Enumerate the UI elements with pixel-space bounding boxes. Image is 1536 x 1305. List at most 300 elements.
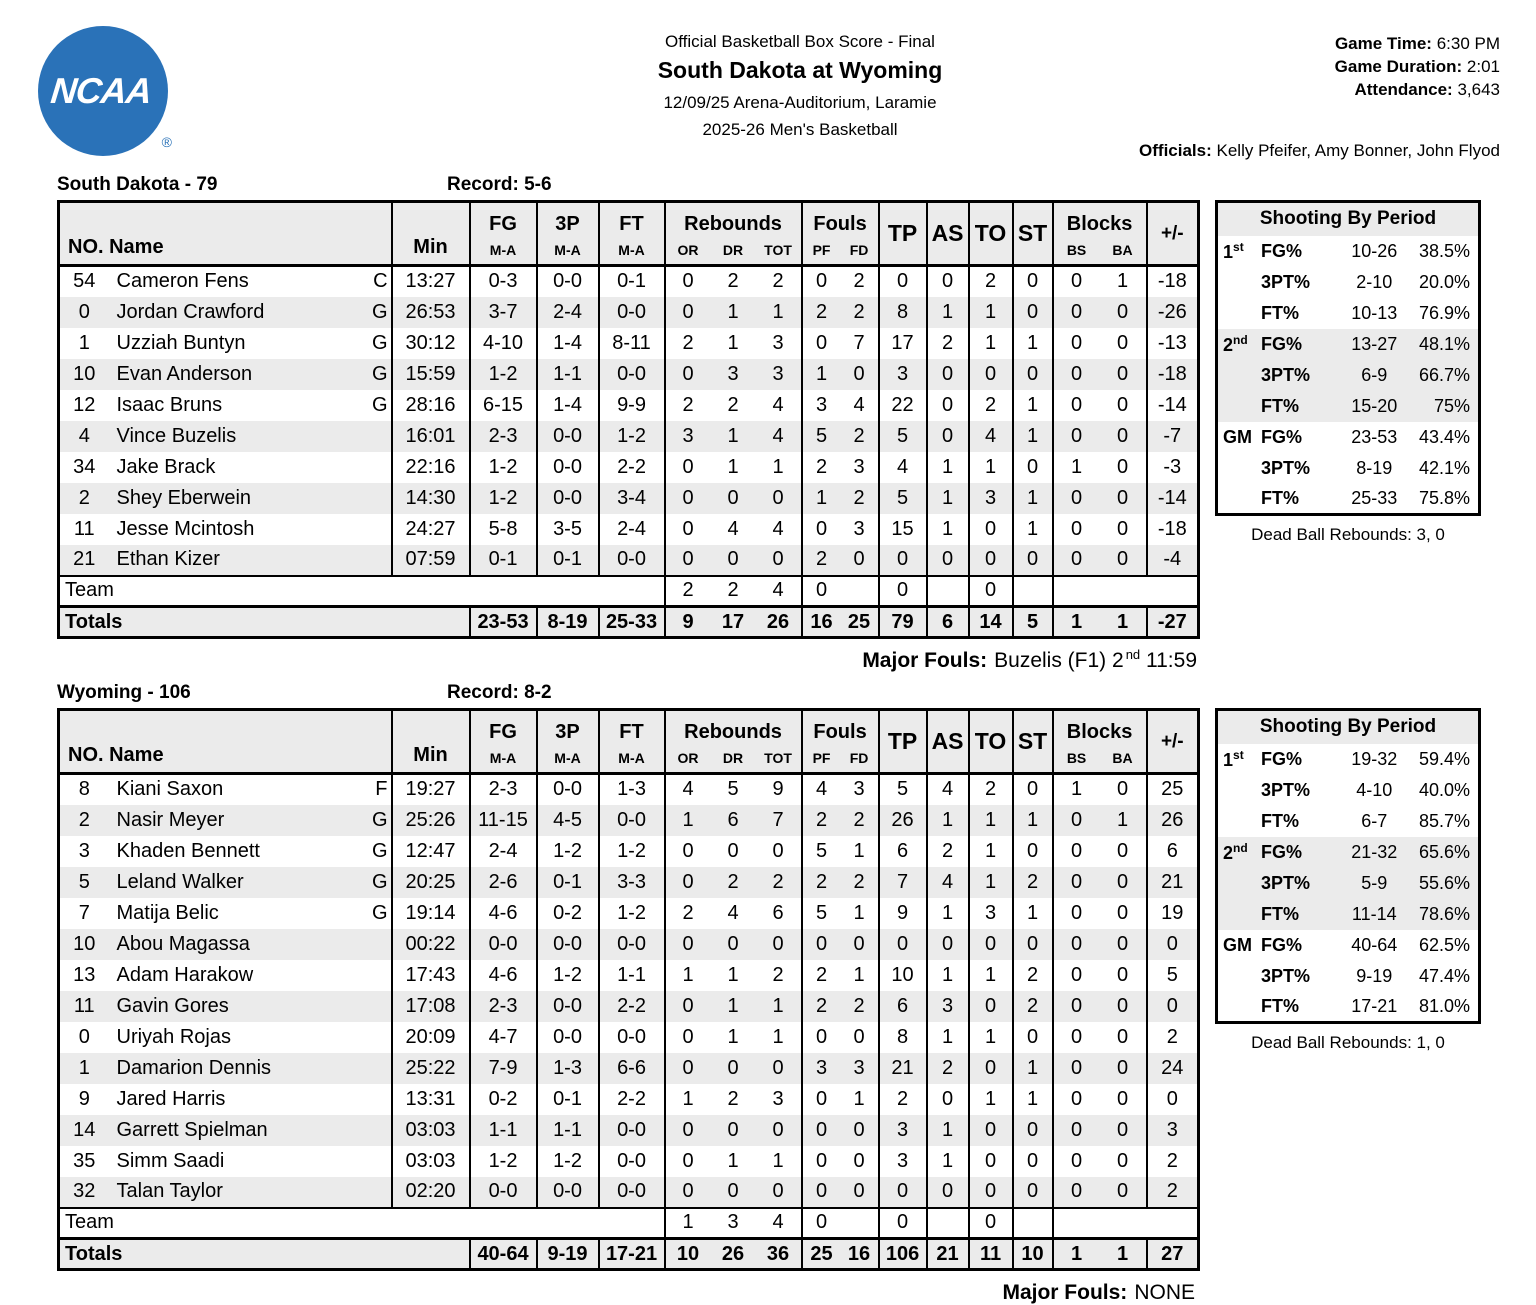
cell-or: 2 [665,328,711,359]
cell-or: 10 [665,1239,711,1270]
stat-pct: 43.4% [1413,422,1480,453]
cell-tp: 5 [879,421,927,452]
cell-tp: 0 [879,576,927,607]
cell-fd: 2 [853,300,865,323]
cell-tot: 7 [772,808,784,831]
cell-st: 1 [1013,805,1053,836]
cell-fg: 1-1 [470,1115,537,1146]
cell-to: 2 [969,266,1013,297]
cell-pm: -14 [1147,390,1199,421]
cell-ba: 0 [1116,393,1129,416]
cell-pos [360,991,392,1022]
cell-tp: 26 [879,805,927,836]
cell-pf: 2 [802,545,841,576]
cell-fg: 1-2 [470,483,537,514]
col-bs: BS [1053,744,1100,774]
cell-fd: 2 [853,994,865,1017]
cell-tp: 106 [879,1239,927,1270]
cell-ba: 0 [1116,1025,1129,1048]
period-label [1217,484,1262,515]
cell-tot: 2 [772,963,784,986]
cell-pf: 4 [802,774,841,805]
cell-ba: 0 [1116,901,1129,924]
cell-as: 1 [927,1022,969,1053]
cell-as: 1 [927,452,969,483]
col-no-name: NO. Name [59,202,392,266]
season-label: 2025-26 Men's Basketball [702,120,898,139]
report-header [64,32,1536,140]
stat-label: FG% [1261,744,1336,775]
cell-pm: 24 [1147,1053,1199,1084]
stat-made-att: 6-9 [1336,360,1413,391]
cell-p3: 0-0 [537,774,599,805]
cell-pos: G [371,839,388,862]
cell-min: 17:08 [392,991,470,1022]
cell-fd: 3 [853,517,865,540]
cell-pm: 26 [1147,805,1199,836]
cell-name: Damarion Dennis [116,1056,272,1079]
cell-pos [360,1084,392,1115]
col-to: TO [969,202,1013,266]
cell-min: 25:22 [392,1053,470,1084]
major-fouls-wyoming: Major Fouls: NONE [1002,1281,1195,1304]
cell-st: 0 [1013,929,1053,960]
cell-tp: 3 [879,359,927,390]
cell-ft: 0-0 [599,929,665,960]
col-tot: TOT [756,236,802,266]
stat-label: FT% [1261,391,1336,422]
cell-dr: 2 [727,393,739,416]
cell-as: 1 [927,805,969,836]
cell-fg: 0-3 [470,266,537,297]
cell-min: 30:12 [392,328,470,359]
period-label: 1st [1217,744,1262,775]
cell-dr: 6 [727,808,739,831]
cell-st: 2 [1013,867,1053,898]
cell-fg: 2-3 [470,774,537,805]
cell-to: 1 [969,452,1013,483]
cell-min: 12:47 [392,836,470,867]
team-name-score: South Dakota - 79 [57,174,218,195]
cell-p3: 2-4 [537,297,599,328]
cell-fd: 2 [853,424,865,447]
cell-or: 0 [665,1022,711,1053]
cell-fd: 0 [853,1118,865,1141]
cell-fg: 1-2 [470,359,537,390]
team-name-score: Wyoming - 106 [57,682,191,703]
cell-to: 0 [969,929,1013,960]
player-row [59,390,1199,421]
cell-tot: 6 [772,901,784,924]
cell-fd: 2 [853,486,865,509]
cell-ft: 1-2 [599,421,665,452]
cell-name: Shey Eberwein [116,486,252,509]
cell-st: 0 [1013,297,1053,328]
cell-pm: 0 [1147,991,1199,1022]
stat-made-att: 15-20 [1336,391,1413,422]
cell-bs: 0 [1053,836,1100,867]
cell-fg: 5-8 [470,514,537,545]
cell-pf: 0 [802,266,841,297]
cell-min: 13:31 [392,1084,470,1115]
stat-pct: 75.8% [1413,484,1480,515]
cell-to: 1 [969,867,1013,898]
stat-label: 3PT% [1261,453,1336,484]
cell-pm: 5 [1147,960,1199,991]
cell-pm: -13 [1147,328,1199,359]
stat-made-att: 8-19 [1336,453,1413,484]
cell-tot: 4 [756,1208,802,1239]
box-score-table-south-dakota [57,200,1200,639]
cell-ft: 0-0 [599,1022,665,1053]
cell-pm: -18 [1147,266,1199,297]
cell-no: 54 [59,266,109,297]
cell-tp: 2 [879,1084,927,1115]
cell-tp: 0 [879,929,927,960]
cell-ba: 0 [1116,870,1129,893]
cell-fg: 0-2 [470,1084,537,1115]
cell-tp: 5 [879,483,927,514]
cell-p3: 0-0 [537,929,599,960]
cell-pm: -18 [1147,514,1199,545]
cell-or: 0 [665,452,711,483]
cell-as: 0 [927,929,969,960]
cell-as: 0 [927,390,969,421]
cell-no: 7 [78,901,90,924]
cell-pf: 3 [802,1053,841,1084]
cell-as: 6 [927,607,969,638]
cell-p3: 4-5 [537,805,599,836]
cell-tot: 0 [772,932,784,955]
cell-tp: 79 [879,607,927,638]
team-label: Team [59,1208,665,1239]
cell-pm: 3 [1147,1115,1199,1146]
cell-ft: 3-3 [599,867,665,898]
cell-st [1013,576,1053,607]
cell-fg: 2-6 [470,867,537,898]
cell-st: 0 [1013,1146,1053,1177]
col-ft-ma: M-A [599,744,665,774]
cell-dr: 4 [727,517,739,540]
cell-dr: 17 [711,607,756,638]
cell-ba: 0 [1116,331,1129,354]
cell-p3: 1-1 [537,1115,599,1146]
cell-to: 4 [969,421,1013,452]
cell-tp: 0 [879,545,927,576]
cell-pf: 0 [802,1146,841,1177]
cell-bs: 0 [1053,328,1100,359]
cell-no: 4 [78,424,90,447]
stat-made-att: 17-21 [1336,992,1413,1023]
stat-made-att: 6-7 [1336,806,1413,837]
col-or: OR [665,744,711,774]
cell-p3: 0-0 [537,1177,599,1208]
cell-fg: 11-15 [470,805,537,836]
cell-dr: 1 [727,963,739,986]
cell-tot: 4 [772,393,784,416]
cell-tot: 1 [772,1149,784,1172]
shooting-row [1217,453,1480,484]
stat-label: FG% [1261,329,1336,360]
col-pf: PF [802,236,841,266]
cell-min: 00:22 [392,929,470,960]
col-blocks: Blocks [1053,710,1147,744]
shooting-row [1217,930,1480,961]
cell-bs: 1 [1053,452,1100,483]
cell-or: 0 [665,545,711,576]
cell-bs: 0 [1053,390,1100,421]
player-row [59,898,1199,929]
cell-no: 21 [73,548,96,570]
player-row [59,452,1199,483]
cell-st: 0 [1013,452,1053,483]
totals-row [59,607,1199,638]
cell-as: 1 [927,898,969,929]
cell-tot: 26 [756,607,802,638]
cell-tot: 0 [772,1180,784,1202]
cell-st: 0 [1013,359,1053,390]
cell-tp: 6 [879,991,927,1022]
cell-pf: 2 [802,452,841,483]
cell-pf: 5 [802,421,841,452]
cell-fg: 4-6 [470,960,537,991]
cell-ft: 0-0 [599,805,665,836]
cell-name: Talan Taylor [116,1180,223,1202]
cell-p3: 1-2 [537,960,599,991]
cell-to: 1 [969,328,1013,359]
period-label [1217,899,1262,930]
stat-made-att: 2-10 [1336,267,1413,298]
cell-ft: 0-0 [599,1177,665,1208]
cell-fg: 0-0 [470,929,537,960]
cell-fg: 7-9 [470,1053,537,1084]
period-label [1217,267,1262,298]
col-tot: TOT [756,744,802,774]
cell-pos [360,1115,392,1146]
cell-bs: 0 [1053,867,1100,898]
stat-label: FT% [1261,484,1336,515]
period-label [1217,961,1262,992]
col-min: Min [392,710,470,774]
cell-fd: 1 [853,839,865,862]
col-3p-ma: M-A [537,236,599,266]
col-fouls: Fouls [802,202,879,236]
cell-p3: 0-1 [537,545,599,576]
cell-ba: 0 [1116,1056,1129,1079]
stat-label: FG% [1261,422,1336,453]
totals-label: Totals [59,607,470,638]
cell-fg: 1-2 [470,1146,537,1177]
totals-row [59,1239,1199,1270]
registered-trademark-icon: ® [161,134,172,150]
cell-min: 02:20 [392,1177,470,1208]
cell-bs: 0 [1053,805,1100,836]
cell-no: 35 [73,1149,96,1172]
col-st: ST [1013,202,1053,266]
player-row [59,483,1199,514]
cell-ba: 1 [1100,266,1147,297]
cell-ft: 1-2 [599,836,665,867]
shooting-row [1217,236,1480,267]
cell-ft: 0-0 [599,545,665,576]
col-dr: DR [711,744,756,774]
cell-as: 4 [927,867,969,898]
cell-min: 20:25 [392,867,470,898]
cell-to: 0 [969,359,1013,390]
cell-pf: 25 [802,1239,841,1270]
cell-to: 2 [969,774,1013,805]
cell-as: 2 [927,328,969,359]
cell-p3: 0-0 [537,452,599,483]
period-label: GM [1217,422,1262,453]
col-ft: FT [599,202,665,236]
cell-fg: 2-3 [470,421,537,452]
cell-pf: 2 [802,297,841,328]
cell-as: 2 [927,836,969,867]
cell-pos [360,1146,392,1177]
player-row [59,1053,1199,1084]
stat-label: FG% [1261,236,1336,267]
player-row [59,991,1199,1022]
cell-name: Jake Brack [116,455,216,478]
cell-name: Uriyah Rojas [116,1025,231,1048]
col-min: Min [392,202,470,266]
cell-ft: 9-9 [599,390,665,421]
stat-label: 3PT% [1261,868,1336,899]
shooting-row [1217,806,1480,837]
cell-as: 4 [927,774,969,805]
cell-p3: 9-19 [537,1239,599,1270]
cell-ft: 1-1 [599,960,665,991]
cell-min: 15:59 [392,359,470,390]
cell-pf: 3 [802,390,841,421]
cell-as: 1 [927,960,969,991]
cell-tp: 21 [879,1053,927,1084]
cell-pos [360,514,392,545]
cell-min: 14:30 [392,483,470,514]
cell-st: 0 [1013,266,1053,297]
player-row [59,960,1199,991]
cell-blocks-pm [1053,1208,1199,1239]
cell-tot: 0 [772,486,784,509]
stat-label: 3PT% [1261,775,1336,806]
cell-fd: 2 [841,266,879,297]
cell-min: 22:16 [392,452,470,483]
cell-ft: 2-4 [599,514,665,545]
cell-tp: 8 [879,297,927,328]
cell-bs: 1 [1053,774,1100,805]
cell-st: 1 [1013,898,1053,929]
cell-dr: 0 [727,839,739,862]
cell-p3: 1-4 [537,328,599,359]
major-fouls-south-dakota: Major Fouls: Buzelis (F1) 2 $^{nd}$ 11:59 [862,647,1197,672]
cell-fg: 4-6 [470,898,537,929]
cell-st: 0 [1013,545,1053,576]
cell-no: 3 [78,839,90,862]
cell-st: 0 [1013,774,1053,805]
cell-pf: 5 [802,836,841,867]
player-row [59,359,1199,390]
player-row [59,805,1199,836]
stat-made-att: 13-27 [1336,329,1413,360]
cell-ft: 25-33 [599,607,665,638]
cell-no: 0 [78,300,90,323]
shooting-by-period-south-dakota [1215,200,1481,545]
cell-ft: 0-0 [599,1115,665,1146]
cell-fd: 0 [853,1025,865,1048]
ncaa-logo-text: NCAA [48,70,154,111]
cell-pm: 0 [1147,929,1199,960]
cell-or: 9 [665,607,711,638]
cell-to: 1 [969,836,1013,867]
cell-fd: 25 [841,607,879,638]
cell-dr: 5 [711,774,756,805]
cell-ft: 17-21 [599,1239,665,1270]
box-score-table-wyoming [57,708,1200,1271]
cell-or: 0 [665,514,711,545]
cell-dr: 0 [727,932,739,955]
player-row [59,266,1199,297]
stat-made-att: 10-26 [1336,236,1413,267]
cell-dr: 3 [711,1208,756,1239]
team-title-row [57,174,1197,200]
cell-name: Gavin Gores [116,994,229,1017]
col-fg-ma: M-A [470,744,537,774]
cell-to: 1 [969,1084,1013,1115]
cell-ba: 0 [1116,424,1129,447]
cell-ba: 0 [1116,455,1129,478]
shooting-row [1217,775,1480,806]
cell-no: 14 [73,1118,96,1141]
cell-st: 1 [1013,1053,1053,1084]
cell-min: 25:26 [392,805,470,836]
stat-label: 3PT% [1261,267,1336,298]
cell-tp: 9 [879,898,927,929]
cell-bs: 0 [1053,359,1100,390]
cell-or: 0 [665,836,711,867]
cell-fd: 1 [853,1087,865,1110]
cell-p3: 0-1 [537,1084,599,1115]
col-no-name: NO. Name [59,710,392,774]
cell-st: 2 [1013,991,1053,1022]
cell-as: 1 [927,483,969,514]
cell-tp: 6 [879,836,927,867]
shooting-row [1217,360,1480,391]
cell-to: 0 [969,1146,1013,1177]
cell-ba: 0 [1116,932,1129,955]
col-ba: BA [1100,744,1147,774]
cell-st: 0 [1013,1115,1053,1146]
shooting-row [1217,992,1480,1023]
col-or: OR [665,236,711,266]
team-section-south-dakota [57,174,1197,673]
stat-made-att: 5-9 [1336,868,1413,899]
cell-pos: G [371,901,388,924]
cell-p3: 0-0 [537,266,599,297]
col-fg: FG [470,710,537,744]
stat-pct: 76.9% [1413,298,1480,329]
cell-pf: 1 [802,483,841,514]
shooting-by-period-wyoming [1215,708,1481,1053]
cell-name: Uzziah Buntyn [116,331,246,354]
cell-tp: 17 [879,328,927,359]
cell-or: 0 [665,929,711,960]
cell-name: Abou Magassa [116,932,250,955]
date-venue: 12/09/25 Arena-Auditorium, Laramie [663,93,937,112]
cell-ba: 0 [1116,839,1129,862]
cell-p3: 0-0 [537,1022,599,1053]
cell-pos [360,421,392,452]
